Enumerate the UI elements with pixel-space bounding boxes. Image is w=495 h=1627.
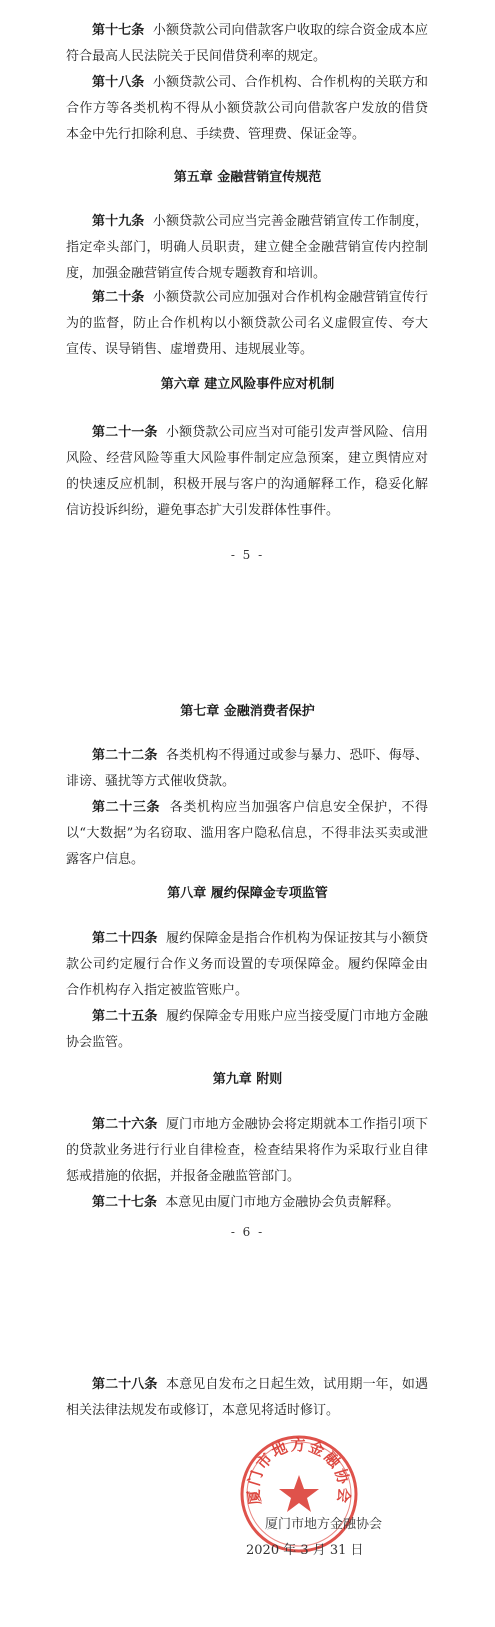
article-20 xyxy=(66,285,428,363)
article-18-label: 第十八条 xyxy=(92,75,145,90)
article-28-text: 本意见自发布之日起生效，试用期一年，如遇相关法律法规发布或修订，本意见将适时修订。 xyxy=(66,1377,428,1418)
article-18-text: 小额贷款公司、合作机构、合作机构的关联方和合作方等各类机构不得从小额贷款公司向借款客户发放的借贷本金中先行扣除利息、手续费、管理费、保证金等。 xyxy=(66,75,428,142)
article-24 xyxy=(66,926,428,1004)
article-27-text: 本意见由厦门市地方金融协会负责解释。 xyxy=(165,1195,400,1210)
signature-organization: 厦门市地方金融协会 xyxy=(265,1517,383,1532)
article-28 xyxy=(66,1372,428,1424)
article-27 xyxy=(66,1190,428,1216)
article-24-text: 履约保障金是指合作机构为保证按其与小额贷款公司约定履行合作义务而设置的专项保障金。履约保障金由合作机构存入指定被监管账户。 xyxy=(66,931,428,998)
article-21 xyxy=(66,420,428,524)
article-17 xyxy=(66,18,428,70)
article-25 xyxy=(66,1004,428,1056)
article-22-label: 第二十二条 xyxy=(92,748,158,763)
article-21-text: 小额贷款公司应当对可能引发声誉风险、信用风险、经营风险等重大风险事件制定应急预案，建立舆情应对的快速反应机制，积极开展与客户的沟通解释工作，稳妥化解信访投诉纠纷，避免事态扩大引发群体性事件。 xyxy=(66,425,428,518)
article-28-label: 第二十八条 xyxy=(92,1377,158,1392)
article-22 xyxy=(66,743,428,795)
article-26-label: 第二十六条 xyxy=(92,1117,158,1132)
article-25-text: 履约保障金专用账户应当接受厦门市地方金融协会监管。 xyxy=(66,1009,428,1050)
article-19 xyxy=(66,209,428,287)
page-number-6: - 6 - xyxy=(230,1225,265,1239)
page-number-5: - 5 - xyxy=(230,548,265,562)
article-26 xyxy=(66,1112,428,1190)
article-19-label: 第十九条 xyxy=(92,214,145,229)
article-18 xyxy=(66,70,428,148)
article-21-label: 第二十一条 xyxy=(92,425,158,440)
article-26-text: 厦门市地方金融协会将定期就本工作指引项下的贷款业务进行行业自律检查，检查结果将作为采取行业自律惩戒措施的依据，并报备金融监管部门。 xyxy=(66,1117,428,1184)
article-24-label: 第二十四条 xyxy=(92,931,158,946)
article-17-label: 第十七条 xyxy=(92,23,145,38)
article-19-text: 小额贷款公司应当完善金融营销宣传工作制度，指定牵头部门，明确人员职责，建立健全金融营销宣传内控制度，加强金融营销宣传合规专题教育和培训。 xyxy=(66,214,428,281)
article-23-label: 第二十三条 xyxy=(92,800,161,815)
chapter-9-title: 第九章 附则 xyxy=(212,1072,283,1087)
seal-text: 厦门市地方金融协会 xyxy=(244,1436,354,1506)
chapter-6-title: 第六章 建立风险事件应对机制 xyxy=(160,377,335,392)
article-25-label: 第二十五条 xyxy=(92,1009,158,1024)
chapter-7-title: 第七章 金融消费者保护 xyxy=(180,704,315,719)
article-22-text: 各类机构不得通过或参与暴力、恐吓、侮辱、诽谤、骚扰等方式催收贷款。 xyxy=(66,748,428,789)
article-17-text: 小额贷款公司向借款客户收取的综合资金成本应符合最高人民法院关于民间借贷利率的规定。 xyxy=(66,23,428,64)
article-23-text: 各类机构应当加强客户信息安全保护，不得以“大数据”为名窃取、滥用客户隐私信息，不得非法买卖或泄露客户信息。 xyxy=(66,800,428,867)
signature-date: 2020 年 3 月 31 日 xyxy=(246,1543,364,1558)
document-page-5 xyxy=(0,0,495,622)
article-23 xyxy=(66,795,428,873)
chapter-8-title: 第八章 履约保障金专项监管 xyxy=(167,886,328,901)
article-20-label: 第二十条 xyxy=(92,290,145,305)
chapter-5-title: 第五章 金融营销宣传规范 xyxy=(173,170,322,185)
document-page-6 xyxy=(0,622,495,1277)
article-27-label: 第二十七条 xyxy=(92,1195,158,1210)
article-20-text: 小额贷款公司应加强对合作机构金融营销宣传行为的监督，防止合作机构以小额贷款公司名义虚假宣传、夸大宣传、误导销售、虚增费用、违规展业等。 xyxy=(66,290,428,357)
